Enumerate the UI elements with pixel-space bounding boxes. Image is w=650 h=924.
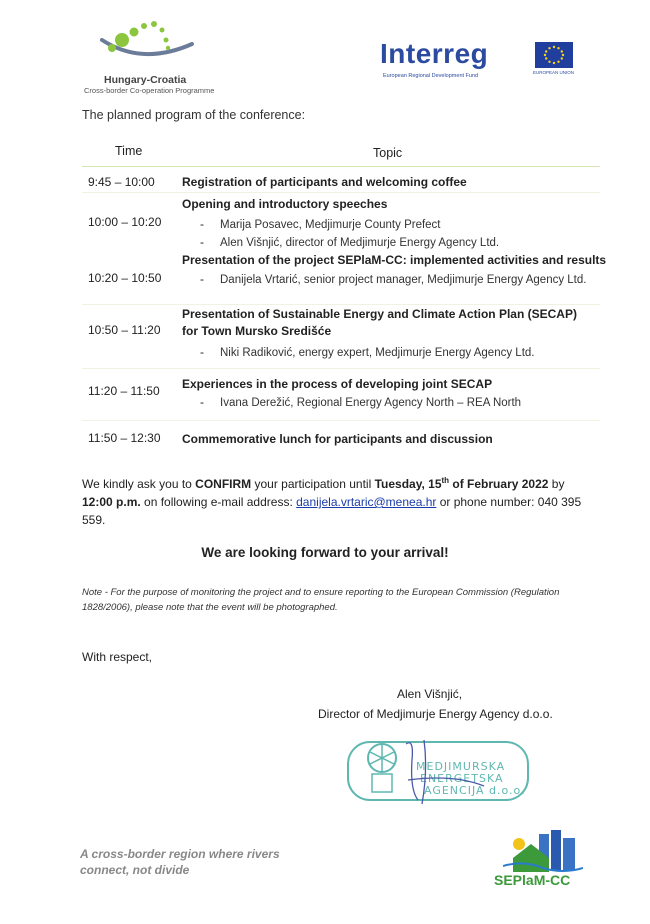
speaker-item: Ivana Derežić, Regional Energy Agency North – REA North — [220, 397, 522, 409]
closing-text: With respect, — [82, 650, 153, 664]
row-time: 11:50 – 12:30 — [88, 431, 161, 445]
speaker-item: Danijela Vrtarić, senior project manager, Medjimurje Energy Agency Ltd. — [220, 274, 587, 286]
deadline-date-suffix: th — [441, 476, 450, 485]
email-link[interactable]: danijela.vrtaric@menea.hr — [296, 495, 437, 509]
footer-slogan-line1: A cross-border region where rivers — [80, 847, 280, 861]
sepiam-logo-graphic — [503, 830, 583, 874]
hc-logo-line1: Hungary-Croatia — [104, 74, 187, 86]
interreg-logo — [380, 40, 580, 80]
speaker-item: Marija Posavec, Medjimurje County Prefect — [220, 219, 441, 231]
svg-text:ENERGETSKA: ENERGETSKA — [420, 772, 504, 785]
speaker-dash: - — [200, 217, 204, 231]
row-topic: Presentation of the project SEPlaM-CC: implemented activities and results — [182, 253, 607, 267]
row-divider — [82, 192, 600, 193]
row-time: 10:20 – 10:50 — [88, 271, 162, 285]
footer-slogan — [80, 846, 280, 878]
row-divider — [82, 368, 600, 369]
row-time: 9:45 – 10:00 — [88, 175, 155, 189]
confirm-paragraph — [82, 472, 598, 529]
row-topic: Registration of participants and welcoming coffee — [182, 175, 467, 189]
hc-logo-graphic — [82, 18, 232, 76]
looking-forward-heading: We are looking forward to your arrival! — [201, 545, 449, 560]
deadline-time: 12:00 p.m. — [82, 495, 141, 509]
confirm-emphasis: CONFIRM — [195, 477, 252, 491]
row-topic: Experiences in the process of developing joint SECAP — [182, 377, 493, 391]
row-divider — [82, 304, 600, 305]
eu-label: EUROPEAN UNION — [533, 70, 575, 75]
confirm-text: We kindly ask you to — [82, 477, 196, 491]
hc-logo-line2: Cross-border Co-operation Programme — [84, 86, 215, 95]
row-topic: Presentation of Sustainable Energy and Climate Action Plan (SECAP) for Town Mursko Središće — [182, 307, 577, 338]
row-divider — [82, 420, 600, 421]
deadline-date — [375, 477, 549, 491]
interreg-wordmark: Interreg — [380, 38, 489, 69]
speaker-item: Niki Radiković, energy expert, Medjimurje Energy Agency Ltd. — [220, 347, 535, 359]
time-column-header: Time — [115, 144, 143, 158]
speaker-dash: - — [200, 395, 204, 409]
row-time: 11:20 – 11:50 — [88, 384, 160, 398]
speaker-dash: - — [200, 345, 204, 359]
row-time: 10:50 – 11:20 — [88, 323, 161, 337]
signatory-title: Director of Medjimurje Energy Agency d.o.o. — [318, 707, 553, 721]
agency-stamp-icon — [344, 730, 534, 810]
deadline-date-month: of February 2022 — [449, 477, 549, 491]
confirm-text: or phone number: 040 395 559. — [82, 495, 582, 527]
deadline-date-day: Tuesday, 15 — [374, 477, 442, 491]
sepiam-logo-text: SEPlaM-CC — [494, 872, 571, 888]
row-time: 10:00 – 10:20 — [88, 215, 162, 229]
hungary-croatia-logo — [82, 18, 232, 98]
row-topic: Opening and introductory speeches — [182, 197, 388, 211]
confirm-text: by — [548, 477, 565, 491]
signatory-name: Alen Višnjić, — [397, 687, 463, 701]
intro-text: The planned program of the conference: — [82, 108, 306, 122]
header-divider — [82, 166, 600, 167]
eu-flag-icon — [535, 42, 573, 68]
note-text: Note - For the purpose of monitoring the project and to ensure reporting to the European Commission (Regulation 1828/2006), please note that the event will be photographed. — [82, 587, 560, 613]
svg-text:AGENCIJA d.o.o.: AGENCIJA d.o.o. — [424, 784, 526, 797]
svg-text:MEDJIMURSKA: MEDJIMURSKA — [416, 760, 506, 773]
speaker-item: Alen Višnjić, director of Medjimurje Energy Agency Ltd. — [220, 237, 500, 249]
speaker-dash: - — [200, 272, 204, 286]
confirm-text: on following e-mail address: — [140, 495, 297, 509]
speaker-dash: - — [200, 235, 204, 249]
confirm-text: your participation until — [251, 477, 375, 491]
footer-slogan-line2: connect, not divide — [80, 863, 190, 877]
interreg-fund-text: European Regional Development Fund — [383, 73, 479, 79]
topic-column-header: Topic — [373, 146, 403, 160]
row-topic: Commemorative lunch for participants and discussion — [182, 432, 493, 446]
